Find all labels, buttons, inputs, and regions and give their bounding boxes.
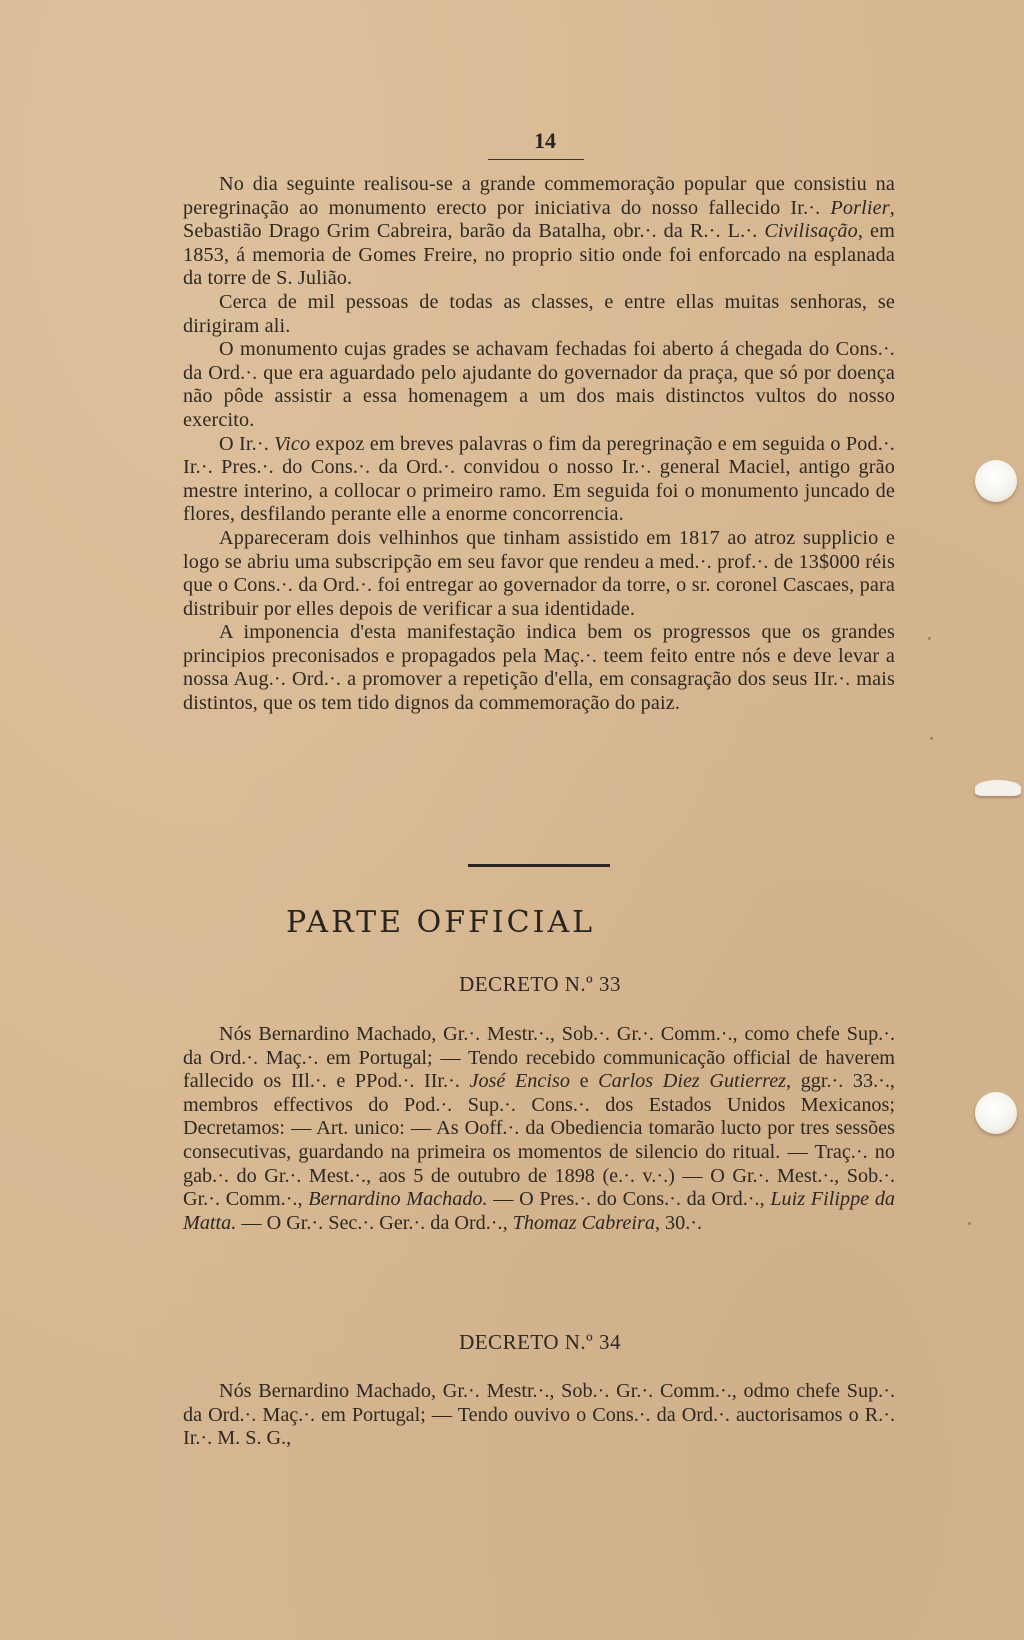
paragraph bbox=[183, 433, 895, 527]
italic-name: Carlos Diez Gutierrez bbox=[598, 1070, 787, 1093]
text-run: Nós Bernardino Machado, Gr.·. Mestr.·., Sob.·. Gr.·. Comm.·., odmo chefe Sup.·. da Ord.·. Maç.·. em Portugal; — Tendo ouvivo o Cons.·. da Ord.·. auctorisamos o R.·. Ir.·. M. S. G., bbox=[183, 1380, 895, 1450]
text-run: O monumento cujas grades se achavam fechadas foi aberto á chegada do Cons.·. da Ord.·. que era aguardado pelo ajudante do governador da praça, que só por doença não pôde assistir a essa homenagem a um dos mais distinctos vultos do nosso exercito. bbox=[183, 338, 895, 431]
paragraph bbox=[183, 291, 895, 338]
paragraph bbox=[183, 621, 895, 715]
text-run: , em 1853, á memoria de Gomes Freire, no proprio sitio onde foi enforcado na esplanada da torre de S. Julião. bbox=[183, 220, 895, 290]
decree-34-body bbox=[183, 1380, 895, 1451]
text-run: O Ir.·. bbox=[219, 432, 275, 455]
decree-33-title: DECRETO N.º 33 bbox=[459, 972, 621, 996]
paper-speck bbox=[930, 737, 933, 740]
text-run: , Sebastião Drago Grim Cabreira, barão da Batalha, obr.·. da R.·. L.·. bbox=[183, 196, 895, 243]
italic-name: Thomaz Cabreira bbox=[512, 1211, 655, 1234]
text-run: Nós Bernardino Machado, Gr.·. Mestr.·., Sob.·. Gr.·. Comm.·., como chefe Sup.·. da Ord.·. Maç.·. em Portugal; — Tendo recebido communicação official de haverem fallecido os IIl.·. e PPod.·. IIr.·. bbox=[183, 1023, 895, 1093]
text-run: e bbox=[569, 1070, 599, 1093]
text-run: , 30.·. bbox=[654, 1211, 703, 1234]
paragraph bbox=[183, 527, 895, 621]
text-run: A imponencia d'esta manifestação indica bem os progressos que os grandes principios preconisados e propagados pela Maç.·. teem feito entre nós e deve levar a nossa Aug.·. Ord.·. a promover a repetição d'ella, em consagração dos seus IIr.·. mais distintos, que os tem tido dignos da commemoração do paiz. bbox=[183, 621, 895, 715]
page-number: 14 bbox=[534, 128, 556, 153]
decree-34-title: DECRETO N.º 34 bbox=[459, 1330, 621, 1354]
binder-hole-bottom bbox=[975, 1092, 1017, 1134]
italic-name: Civilisação bbox=[764, 220, 858, 243]
section-divider bbox=[468, 864, 610, 867]
decree-33-body bbox=[183, 1023, 895, 1235]
text-run: Appareceram dois velhinhos que tinham assistido em 1817 ao atroz supplicio e logo se abriu uma subscripção em seu favor que rendeu a med.·. prof.·. de 13$000 réis que o Cons.·. da Ord.·. foi entregar ao governador da torre, o sr. coronel Cascaes, para distribuir por elles depois de verificar a sua identidade. bbox=[183, 526, 895, 620]
section-heading: PARTE OFFICIAL bbox=[286, 905, 596, 940]
text-run: expoz em breves palavras o fim da peregrinação e em seguida o Pod.·. Ir.·. Pres.·. do Cons.·. da Ord.·. convidou o nosso Ir.·. general Maciel, antigo grão mestre interino, a collocar o primeiro ramo. Em seguida foi o monumento juncado de flores, desfilando perante elle a enorme concorrencia. bbox=[183, 432, 895, 526]
paragraph bbox=[183, 338, 895, 432]
binder-hole-top bbox=[975, 460, 1017, 502]
article-body bbox=[183, 173, 895, 716]
paragraph bbox=[183, 173, 895, 291]
page-number-rule bbox=[488, 159, 584, 160]
italic-name: Porlier bbox=[830, 196, 890, 219]
text-run: — O Pres.·. do Cons.·. da Ord.·., bbox=[487, 1188, 771, 1211]
paragraph bbox=[183, 1380, 895, 1451]
text-run: Cerca de mil pessoas de todas as classes, e entre ellas muitas senhoras, se dirigiram ali. bbox=[183, 290, 895, 337]
binder-hole-partial bbox=[975, 780, 1021, 796]
italic-name: José Enciso bbox=[469, 1070, 570, 1093]
paragraph bbox=[183, 1023, 895, 1235]
text-run: , ggr.·. 33.·., membros effectivos do Pod.·. Sup.·. Cons.·. dos Estados Unidos Mexicanos; Decretamos: — Art. unico: — As Ooff.·. da Obediencia tomarão lucto por tres sessões consecutivas, guardando na primeira os momentos de silencio do ritual. — Traç.·. no gab.·. do Gr.·. Mest.·., aos 5 de outubro de 1898 (e.·. v.·.) — O Gr.·. Mest.·., Sob.·. Gr.·. Comm.·., bbox=[183, 1070, 895, 1211]
text-run: No dia seguinte realisou-se a grande commemoração popular que consistiu na peregrinação ao monumento erecto por iniciativa do nosso fallecido Ir.·. bbox=[183, 173, 895, 219]
text-run: — O Gr.·. Sec.·. Ger.·. da Ord.·., bbox=[236, 1211, 513, 1234]
italic-name: Luiz Filippe da Matta. bbox=[183, 1188, 896, 1234]
italic-name: Vico bbox=[274, 432, 311, 455]
paper-speck bbox=[928, 637, 931, 640]
paper-speck bbox=[968, 1222, 971, 1225]
italic-name: Bernardino Machado. bbox=[308, 1188, 488, 1211]
